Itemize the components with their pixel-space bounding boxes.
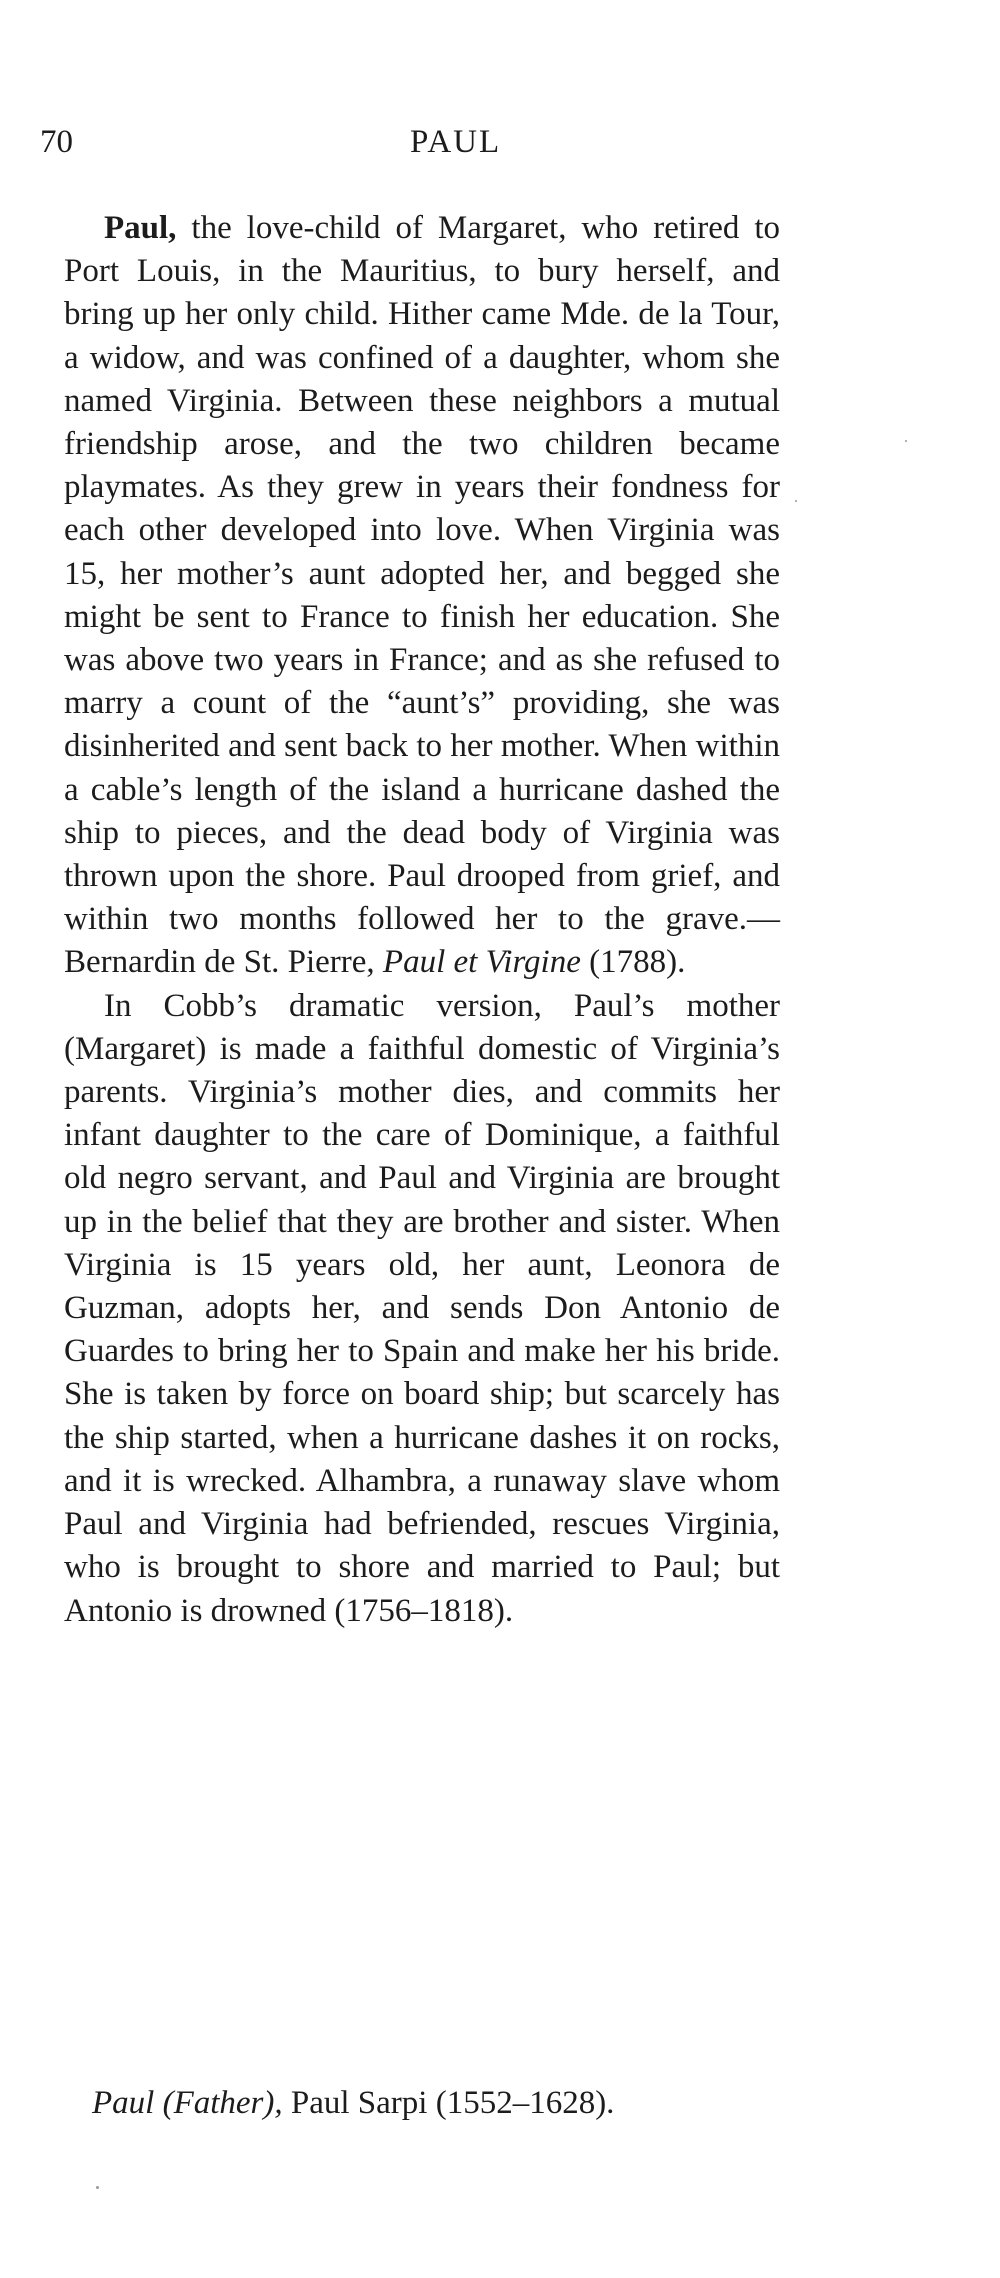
body-text — [64, 207, 780, 1633]
entry-cobb-version: In Cobb’s dramatic version, Paul’s mother (Margaret) is made a faithful domestic of Virginia’s parents. Virginia’s mother dies, and commits her infant daughter to the care of Dominique, a faithful old negro servant, and Paul and Virginia are brought up in the belief that they are brother and sister. When Virginia is 15 years old, her aunt, Leonora de Guzman, adopts her, and sends Don Antonio de Guardes to bring her to Spain and make her his bride. She is taken by force on board ship; but scarcely has the ship started, when a hurricane dashes it on rocks, and it is wrecked. Alhambra, a runaway slave whom Paul and Virginia had befriended, rescues Virginia, who is brought to shore and married to Paul; but Antonio is drowned (1756–1818). — [64, 987, 780, 1629]
entry-headword: Paul, — [104, 210, 177, 246]
entry-paul — [64, 207, 780, 985]
running-head: PAUL — [410, 124, 502, 160]
entry-text: Paul Sarpi (1552–1628). — [282, 2085, 615, 2121]
work-year: (1788). — [580, 944, 686, 981]
paper-speck — [905, 440, 907, 442]
entry-text: the love-child of Margaret, who retired to Port Louis, in the Mauritius, to bury herself, and bring up her only child. Hither came Mde. de la Tour, a widow, and was confined of a daughter, whom she named Virginia. Between these neighbors a mutual friendship arose, and the two children became playmates. As they grew in years their fondness for each other developed into love. When Virginia was 15, her mother’s aunt adopted her, and begged she might be sent to France to finish her education. She was above two years in France; and as she refused to marry a count of the “aunt’s” providing, she was disinherited and sent back to her mother. When within a cable’s length of the island a hurricane dashed the ship to pieces, and the dead body of Virginia was thrown upon the shore. Paul drooped from grief, and within two months followed her to the grave.—Bernardin de St. Pierre, — [64, 210, 780, 981]
paper-speck — [795, 500, 797, 502]
work-title: Paul et Virgine — [382, 944, 581, 981]
page-header — [40, 124, 780, 174]
entry-paul-father — [92, 2082, 792, 2125]
paper-speck — [96, 2186, 99, 2189]
page-number: 70 — [40, 124, 73, 160]
entry-headword-italic: Paul (Father), — [92, 2085, 283, 2121]
